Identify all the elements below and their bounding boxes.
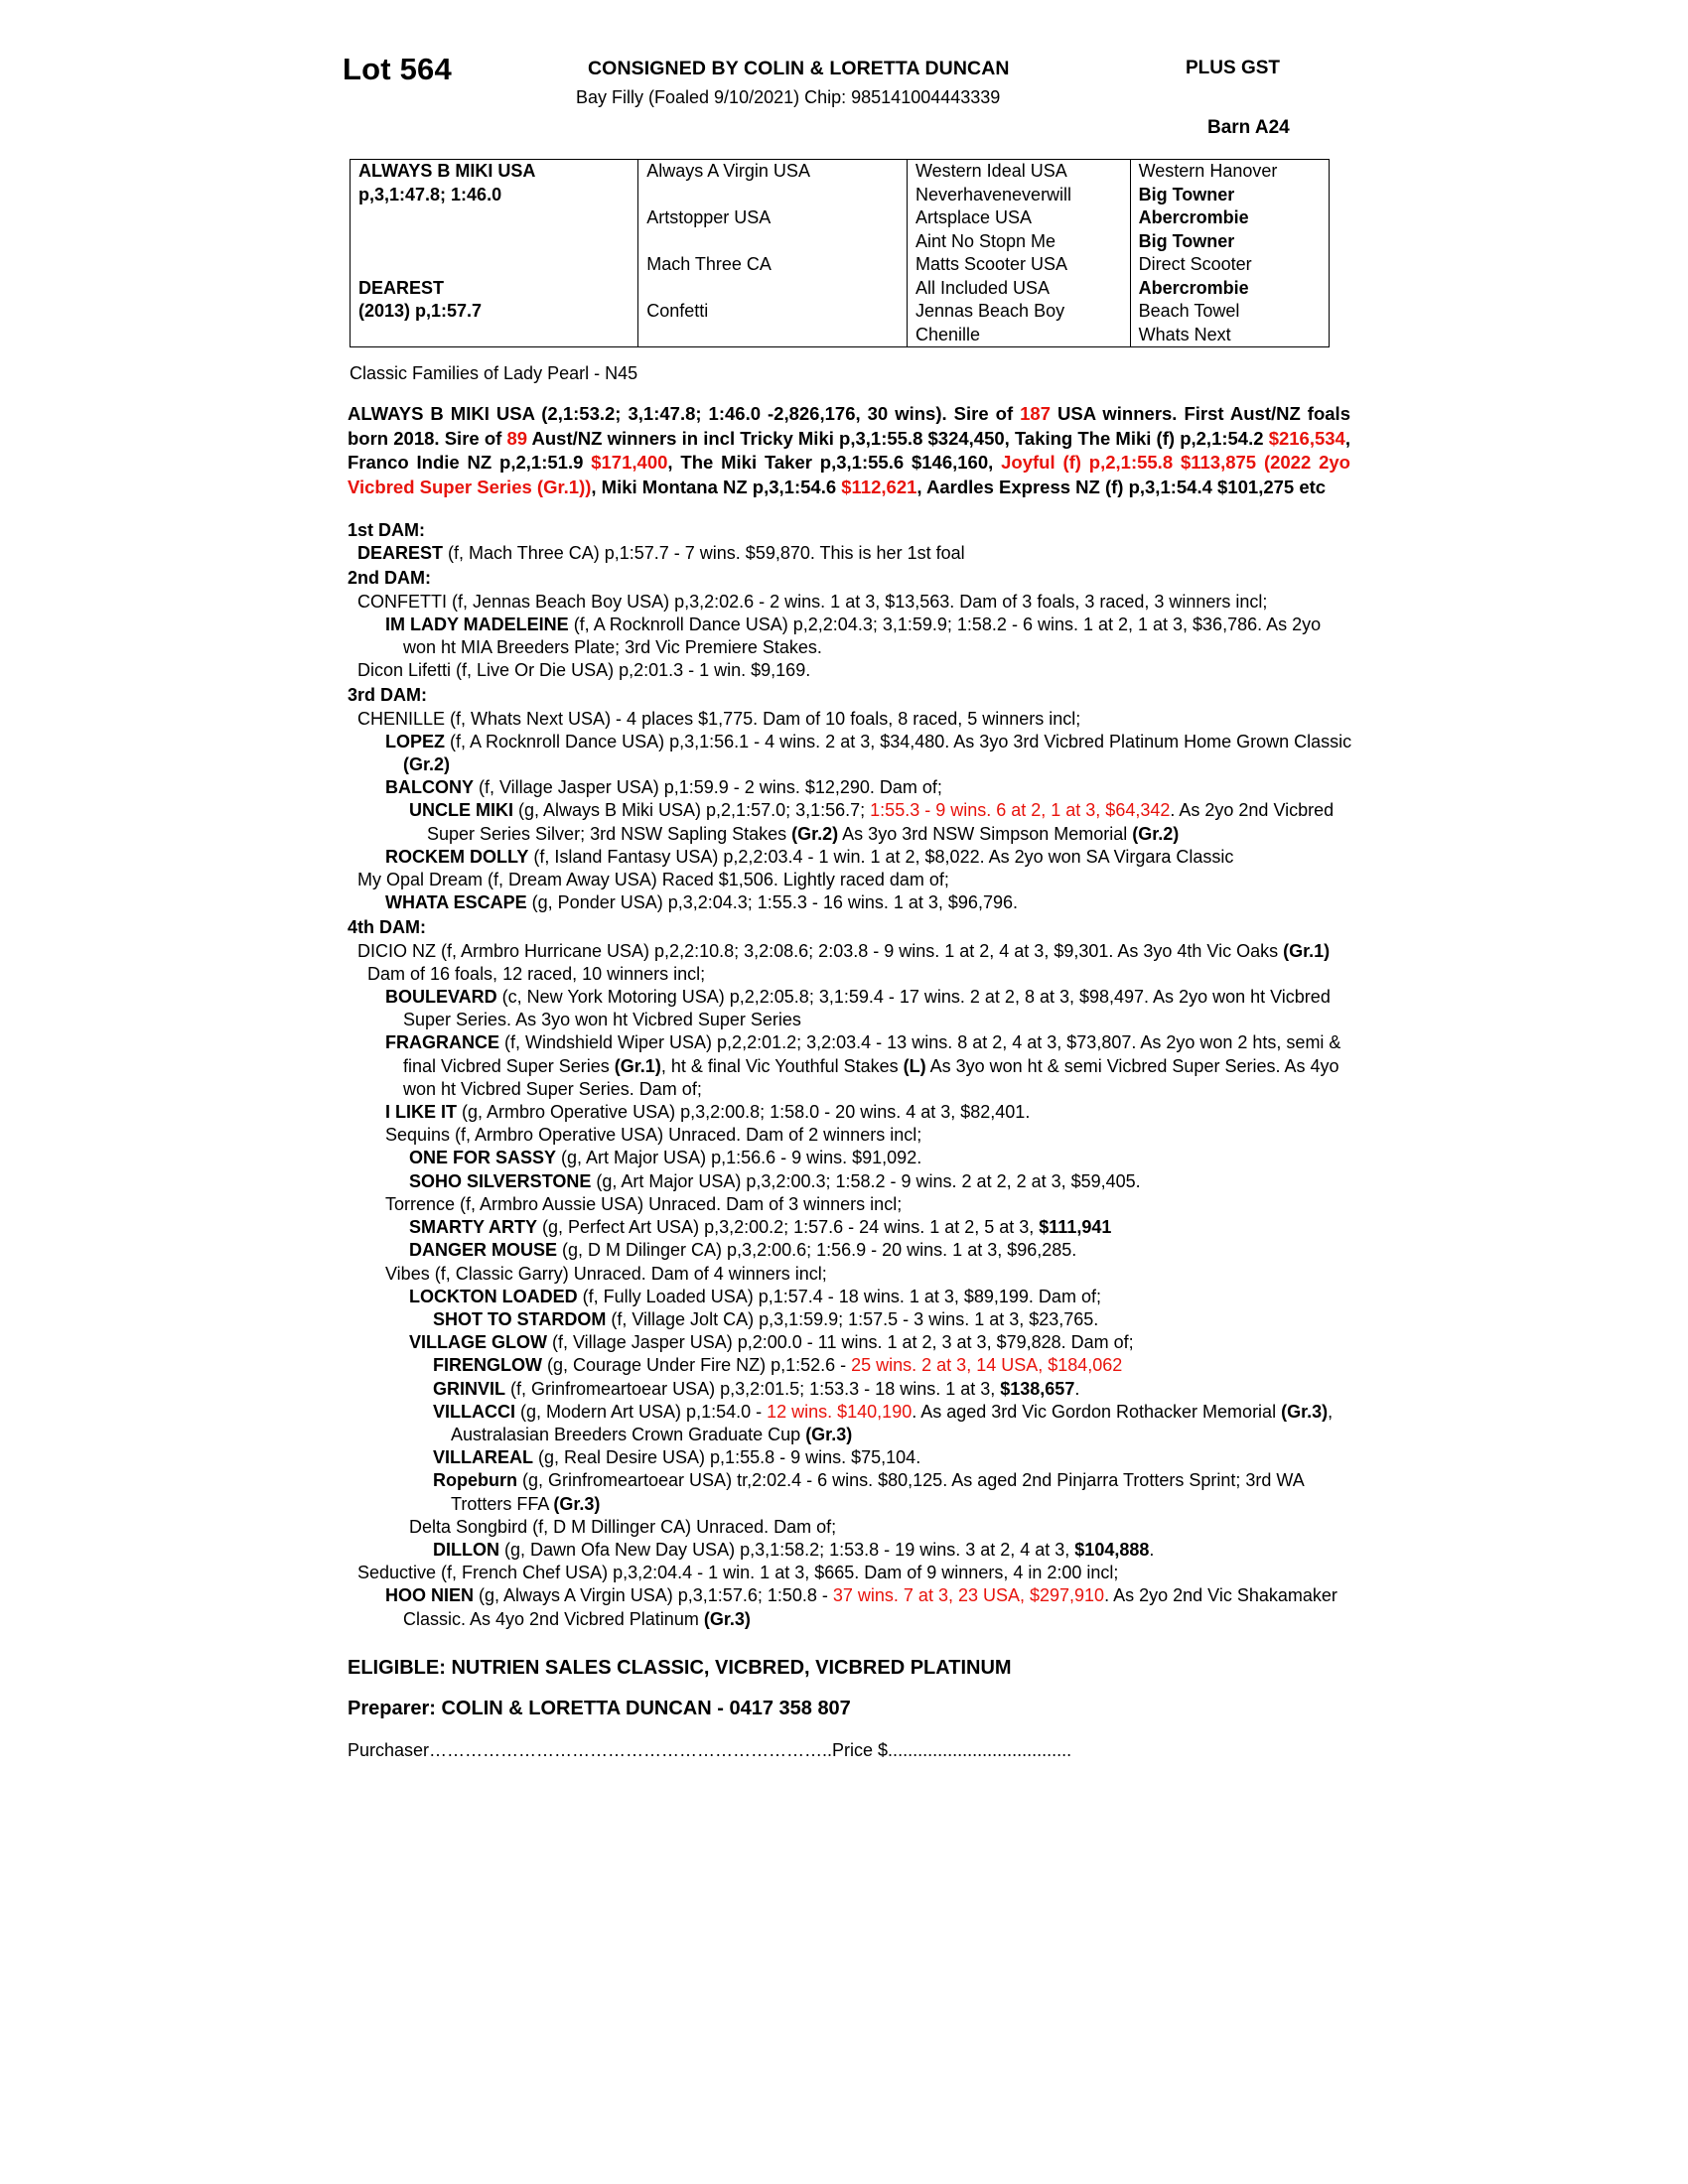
pedigree-cell: All Included USA xyxy=(907,277,1130,301)
pedigree-cell: Jennas Beach Boy xyxy=(907,300,1130,324)
pedigree-line xyxy=(385,614,1358,659)
dam-heading: 4th DAM: xyxy=(348,917,426,938)
plain-text: . xyxy=(1149,1539,1155,1560)
plain-text: . As 2yo 2nd Vicbred Super Series Silver; 3rd NSW Sapling Stakes xyxy=(427,800,1335,844)
pedigree-line xyxy=(409,1516,1358,1539)
pedigree-line xyxy=(385,776,1358,799)
emphasis-text: SMARTY ARTY xyxy=(409,1217,538,1238)
barn-number: Barn A24 xyxy=(1207,117,1290,138)
pedigree-cell: Artsplace USA xyxy=(907,206,1130,230)
emphasis-text: LOPEZ xyxy=(385,731,446,751)
plain-text: DICIO NZ (f, Armbro Hurricane USA) p,2,2:10.8; 3,2:08.6; 2:03.8 - 9 wins. 1 at 2, 4 at 3, $9,301. As 3yo 4th Vic Oaks xyxy=(357,940,1284,961)
sire-text: , The Miki Taker p,3,1:55.6 $146,160, xyxy=(667,452,1002,473)
plain-text: (g, Grinfromeartoear USA) tr,2:02.4 - 6 wins. $80,125. As aged 2nd Pinjarra Trotters Sprint; 3rd WA Trotters FFA xyxy=(451,1470,1304,1514)
dam-heading: 1st DAM: xyxy=(348,520,426,540)
emphasis-text: BALCONY xyxy=(385,777,474,798)
page-header xyxy=(343,46,1514,153)
highlight-text: 89 xyxy=(506,427,528,449)
highlight-text: 12 wins. $140,190 xyxy=(767,1401,913,1422)
plain-text: As 3yo 3rd NSW Simpson Memorial xyxy=(838,823,1133,844)
pedigree-cell: (2013) p,1:57.7 xyxy=(358,301,483,321)
pedigree-cell: DEAREST xyxy=(358,277,445,298)
plain-text: (f, Village Jolt CA) p,3,1:59.9; 1:57.5 - 3 wins. 1 at 3, $23,765. xyxy=(606,1308,1099,1329)
purchaser-line: Purchaser…………………………………………………………..Price $..................................... xyxy=(348,1739,1072,1760)
pedigree-cell xyxy=(351,230,638,254)
plain-text: . As aged 3rd Vic Gordon Rothacker Memorial xyxy=(912,1401,1282,1422)
pedigree-line xyxy=(357,940,1358,986)
emphasis-text: FIRENGLOW xyxy=(433,1355,542,1376)
highlight-text: 187 xyxy=(1020,403,1051,424)
emphasis-text: SHOT TO STARDOM xyxy=(433,1308,607,1329)
pedigree-line xyxy=(357,869,1358,891)
plain-text: (g, Art Major USA) p,1:56.6 - 9 wins. $91,092. xyxy=(556,1148,922,1168)
pedigree-cell: Artstopper USA xyxy=(638,206,908,230)
pedigree-line xyxy=(385,891,1358,914)
pedigree-line xyxy=(357,1562,1358,1584)
pedigree-line xyxy=(433,1378,1358,1401)
plain-text: . As 2yo 2nd Vic Shakamaker Classic. As 4yo 2nd Vicbred Platinum xyxy=(403,1585,1337,1629)
plain-text: , Australasian Breeders Crown Graduate Cup xyxy=(451,1401,1334,1444)
pedigree-row xyxy=(351,300,1330,324)
emphasis-text: $138,657 xyxy=(1000,1378,1075,1399)
pedigree-cell: Western Hanover xyxy=(1130,160,1329,184)
plain-text: (c, New York Motoring USA) p,2,2:05.8; 3,1:59.4 - 17 wins. 2 at 2, 8 at 3, $98,497. As 2yo won ht Vicbred Super Series. As 3yo won ht Vicbred Super Series xyxy=(403,987,1331,1030)
pedigree-line xyxy=(357,591,1358,614)
plain-text: Seductive (f, French Chef USA) p,3,2:04.4 - 1 win. 1 at 3, $665. Dam of 9 winners, 4 in 2:00 incl; xyxy=(357,1563,1119,1583)
pedigree-line xyxy=(385,1101,1358,1124)
sire-text: ALWAYS B MIKI USA (2,1:53.2; 3,1:47.8; 1:46.0 -2,826,176, 30 wins). Sire of xyxy=(348,403,1021,424)
pedigree-line xyxy=(357,542,1358,565)
plain-text: (g, Modern Art USA) p,1:54.0 - xyxy=(515,1401,768,1422)
pedigree-cell: Big Towner xyxy=(1130,230,1329,254)
pedigree-line xyxy=(409,1286,1358,1308)
plain-text: (f, A Rocknroll Dance USA) p,3,1:56.1 - 4 wins. 2 at 3, $34,480. As 3yo 3rd Vicbred Platinum Home Grown Classic xyxy=(445,731,1352,751)
pedigree-line xyxy=(357,708,1358,731)
pedigree-row xyxy=(351,160,1330,184)
pedigree-cell xyxy=(638,230,908,254)
emphasis-text: (Gr.3) xyxy=(553,1493,601,1514)
sire-text: , Aardles Express NZ (f) p,3,1:54.4 $101,275 etc xyxy=(916,476,1327,497)
plain-text: As 3yo won ht & semi Vicbred Super Series. As 4yo won ht Vicbred Super Series. Dam of; xyxy=(403,1055,1339,1099)
pedigree-cell: Beach Towel xyxy=(1130,300,1329,324)
pedigree-line xyxy=(409,799,1358,845)
plain-text: (g, Dawn Ofa New Day USA) p,3,1:58.2; 1:53.8 - 19 wins. 3 at 2, 4 at 3, xyxy=(499,1539,1075,1560)
pedigree-cell: Mach Three CA xyxy=(638,253,908,277)
pedigree-table xyxy=(350,159,1330,347)
pedigree-line xyxy=(409,1216,1358,1239)
plain-text: (f, Windshield Wiper USA) p,2,2:01.2; 3,2:03.4 - 13 wins. 8 at 2, 4 at 3, $73,807. As 2yo won 2 hts, semi & final Vicbred Super Series xyxy=(403,1032,1341,1076)
pedigree-row xyxy=(351,230,1330,254)
pedigree-row xyxy=(351,324,1330,347)
emphasis-text: (Gr.1) xyxy=(614,1055,661,1076)
emphasis-text: $111,941 xyxy=(1039,1217,1112,1238)
plain-text: Vibes (f, Classic Garry) Unraced. Dam of 4 winners incl; xyxy=(385,1263,827,1284)
highlight-text: Joyful (f) p,2,1:55.8 $113,875 (2022 2yo Vicbred Super Series (Gr.1)) xyxy=(348,452,1350,497)
pedigree-cell xyxy=(638,324,908,347)
plain-text: Dicon Lifetti (f, Live Or Die USA) p,2:01.3 - 1 win. $9,169. xyxy=(357,660,811,681)
sire-text: Aust/NZ winners in incl Tricky Miki p,3,1:55.8 $324,450, Taking The Miki (f) p,2,1:54.2 xyxy=(527,427,1269,449)
emphasis-text: (Gr.2) xyxy=(403,754,451,775)
pedigree-cell xyxy=(351,324,638,347)
pedigree-cell: Matts Scooter USA xyxy=(907,253,1130,277)
emphasis-text: LOCKTON LOADED xyxy=(409,1286,578,1306)
pedigree-cell xyxy=(638,184,908,207)
emphasis-text: (Gr.3) xyxy=(703,1608,751,1629)
plain-text: Delta Songbird (f, D M Dillinger CA) Unraced. Dam of; xyxy=(409,1516,837,1537)
sire-summary xyxy=(348,402,1350,499)
pedigree-cell: Aint No Stopn Me xyxy=(907,230,1130,254)
emphasis-text: (Gr.2) xyxy=(1132,823,1180,844)
emphasis-text: DANGER MOUSE xyxy=(409,1240,558,1261)
sire-text: USA winners. First Aust/NZ foals born 2018. Sire of xyxy=(348,403,1350,449)
pedigree-cell: Big Towner xyxy=(1130,184,1329,207)
pedigree-cell: Western Ideal USA xyxy=(907,160,1130,184)
pedigree-line xyxy=(433,1539,1358,1562)
emphasis-text: I LIKE IT xyxy=(385,1102,457,1123)
pedigree-line xyxy=(409,1239,1358,1262)
highlight-text: 25 wins. 2 at 3, 14 USA, $184,062 xyxy=(851,1355,1123,1376)
emphasis-text: $104,888 xyxy=(1074,1539,1150,1560)
emphasis-text: IM LADY MADELEINE xyxy=(385,614,569,634)
emphasis-text: (L) xyxy=(903,1055,926,1076)
plain-text: (g, Armbro Operative USA) p,3,2:00.8; 1:58.0 - 20 wins. 4 at 3, $82,401. xyxy=(457,1102,1031,1123)
preparer-line: Preparer: COLIN & LORETTA DUNCAN - 0417 358 807 xyxy=(348,1697,851,1719)
pedigree-line xyxy=(409,1331,1358,1354)
pedigree-cell xyxy=(351,253,638,277)
plain-text: (g, Perfect Art USA) p,3,2:00.2; 1:57.6 - 24 wins. 1 at 2, 5 at 3, xyxy=(537,1217,1040,1238)
plain-text: Dam of 16 foals, 12 raced, 10 winners incl; xyxy=(367,963,706,984)
emphasis-text: GRINVIL xyxy=(433,1378,506,1399)
plain-text: , ht & final Vic Youthful Stakes xyxy=(660,1055,904,1076)
dam-heading: 2nd DAM: xyxy=(348,568,431,589)
horse-description: Bay Filly (Foaled 9/10/2021) Chip: 985141004443339 xyxy=(576,87,1001,107)
emphasis-text: (Gr.3) xyxy=(805,1424,853,1444)
emphasis-text: VILLAREAL xyxy=(433,1447,533,1468)
plain-text: CHENILLE (f, Whats Next USA) - 4 places $1,775. Dam of 10 foals, 8 raced, 5 winners incl; xyxy=(357,708,1081,729)
pedigree-line xyxy=(433,1469,1358,1515)
sire-text: , Franco Indie NZ p,2,1:51.9 xyxy=(348,427,1350,473)
pedigree-cell: ALWAYS B MIKI USA xyxy=(358,161,536,181)
emphasis-text: DEAREST xyxy=(357,543,444,564)
emphasis-text: ONE FOR SASSY xyxy=(409,1148,557,1168)
highlight-text: 37 wins. 7 at 3, 23 USA, $297,910 xyxy=(832,1585,1105,1606)
plain-text: . xyxy=(1074,1378,1080,1399)
pedigree-line xyxy=(385,1584,1358,1630)
pedigree-cell xyxy=(638,277,908,301)
pedigree-cell: Neverhaveneverwill xyxy=(907,184,1130,207)
dam-heading: 3rd DAM: xyxy=(348,685,427,706)
pedigree-line xyxy=(385,1124,1358,1147)
lot-number: Lot 564 xyxy=(343,52,452,86)
plain-text: Torrence (f, Armbro Aussie USA) Unraced. Dam of 3 winners incl; xyxy=(385,1193,903,1214)
eligibility-line: ELIGIBLE: NUTRIEN SALES CLASSIC, VICBRED, VICBRED PLATINUM xyxy=(348,1656,1012,1679)
sire-text: , Miki Montana NZ p,3,1:54.6 xyxy=(591,476,842,497)
plain-text: (g, Courage Under Fire NZ) p,1:52.6 - xyxy=(542,1355,852,1376)
highlight-text: $171,400 xyxy=(591,452,668,473)
plain-text: (g, Ponder USA) p,3,2:04.3; 1:55.3 - 16 wins. 1 at 3, $96,796. xyxy=(526,892,1018,913)
plain-text: CONFETTI (f, Jennas Beach Boy USA) p,3,2:02.6 - 2 wins. 1 at 3, $13,563. Dam of 3 foals, 3 raced, 3 winners incl; xyxy=(357,591,1268,612)
pedigree-line xyxy=(385,846,1358,869)
pedigree-cell: Abercrombie xyxy=(1130,277,1329,301)
pedigree-line xyxy=(409,1147,1358,1169)
pedigree-line xyxy=(433,1401,1358,1446)
classic-family-line: Classic Families of Lady Pearl - N45 xyxy=(350,363,638,383)
emphasis-text: DILLON xyxy=(433,1539,499,1560)
emphasis-text: VILLACCI xyxy=(433,1401,515,1422)
plain-text: (g, Always A Virgin USA) p,3,1:57.6; 1:50.8 - xyxy=(474,1585,833,1606)
highlight-text: $112,621 xyxy=(841,476,917,497)
pedigree-line xyxy=(433,1446,1358,1469)
emphasis-text: WHATA ESCAPE xyxy=(385,892,527,913)
pedigree-cell: Confetti xyxy=(638,300,908,324)
emphasis-text: UNCLE MIKI xyxy=(409,800,513,821)
gst-note: PLUS GST xyxy=(1186,58,1281,78)
plain-text: (f, Island Fantasy USA) p,2,2:03.4 - 1 win. 1 at 2, $8,022. As 2yo won SA Virgara Classic xyxy=(528,846,1234,867)
pedigree-cell: p,3,1:47.8; 1:46.0 xyxy=(358,184,502,205)
pedigree-cell: Whats Next xyxy=(1130,324,1329,347)
emphasis-text: (Gr.3) xyxy=(1281,1401,1329,1422)
pedigree-line xyxy=(385,1031,1358,1101)
plain-text: (f, Grinfromeartoear USA) p,3,2:01.5; 1:53.3 - 18 wins. 1 at 3, xyxy=(505,1378,1001,1399)
emphasis-text: SOHO SILVERSTONE xyxy=(409,1170,592,1191)
highlight-text: $216,534 xyxy=(1268,427,1345,449)
plain-text: (f, Mach Three CA) p,1:57.7 - 7 wins. $59,870. This is her 1st foal xyxy=(443,543,965,564)
plain-text: (g, Real Desire USA) p,1:55.8 - 9 wins. $75,104. xyxy=(533,1447,921,1468)
plain-text: (f, A Rocknroll Dance USA) p,2,2:04.3; 3,1:59.9; 1:58.2 - 6 wins. 1 at 2, 1 at 3, $36,786. As 2yo won ht MIA Breeders Plate; 3rd Vic Premiere Stakes. xyxy=(403,614,1322,658)
pedigree-line xyxy=(357,659,1358,682)
emphasis-text: FRAGRANCE xyxy=(385,1032,499,1053)
emphasis-text: Ropeburn xyxy=(433,1470,517,1491)
pedigree-cell: Abercrombie xyxy=(1130,206,1329,230)
pedigree-cell xyxy=(351,206,638,230)
emphasis-text: BOULEVARD xyxy=(385,987,497,1008)
pedigree-cell: Direct Scooter xyxy=(1130,253,1329,277)
pedigree-cell: Always A Virgin USA xyxy=(638,160,908,184)
plain-text: (f, Village Jasper USA) p,1:59.9 - 2 wins. $12,290. Dam of; xyxy=(474,777,942,798)
plain-text: (f, Village Jasper USA) p,2:00.0 - 11 wins. 1 at 2, 3 at 3, $79,828. Dam of; xyxy=(547,1332,1134,1353)
pedigree-row xyxy=(351,253,1330,277)
emphasis-text: HOO NIEN xyxy=(385,1585,475,1606)
emphasis-text: ROCKEM DOLLY xyxy=(385,846,529,867)
plain-text: (g, Always B Miki USA) p,2,1:57.0; 3,1:56.7; xyxy=(513,800,871,821)
pedigree-cell: Chenille xyxy=(907,324,1130,347)
pedigree-line xyxy=(409,1170,1358,1193)
plain-text: (f, Fully Loaded USA) p,1:57.4 - 18 wins. 1 at 3, $89,199. Dam of; xyxy=(577,1286,1101,1306)
pedigree-line xyxy=(385,731,1358,776)
pedigree-row xyxy=(351,184,1330,207)
pedigree-row xyxy=(351,206,1330,230)
consignor-line: CONSIGNED BY COLIN & LORETTA DUNCAN xyxy=(588,58,1010,79)
pedigree-row xyxy=(351,277,1330,301)
emphasis-text: (Gr.2) xyxy=(791,823,839,844)
plain-text: (g, Art Major USA) p,3,2:00.3; 1:58.2 - 9 wins. 2 at 2, 2 at 3, $59,405. xyxy=(591,1170,1141,1191)
pedigree-line xyxy=(433,1354,1358,1377)
emphasis-text: (Gr.1) xyxy=(1283,940,1331,961)
plain-text: My Opal Dream (f, Dream Away USA) Raced $1,506. Lightly raced dam of; xyxy=(357,870,949,890)
pedigree-line xyxy=(385,1263,1358,1286)
highlight-text: 1:55.3 - 9 wins. 6 at 2, 1 at 3, $64,342 xyxy=(870,800,1171,821)
pedigree-line xyxy=(433,1308,1358,1331)
pedigree-line xyxy=(385,1193,1358,1216)
plain-text: Sequins (f, Armbro Operative USA) Unraced. Dam of 2 winners incl; xyxy=(385,1125,922,1146)
plain-text: (g, D M Dilinger CA) p,3,2:00.6; 1:56.9 - 20 wins. 1 at 3, $96,285. xyxy=(557,1240,1077,1261)
pedigree-line xyxy=(385,986,1358,1031)
pedigree-body xyxy=(348,519,1358,1631)
emphasis-text: VILLAGE GLOW xyxy=(409,1332,547,1353)
